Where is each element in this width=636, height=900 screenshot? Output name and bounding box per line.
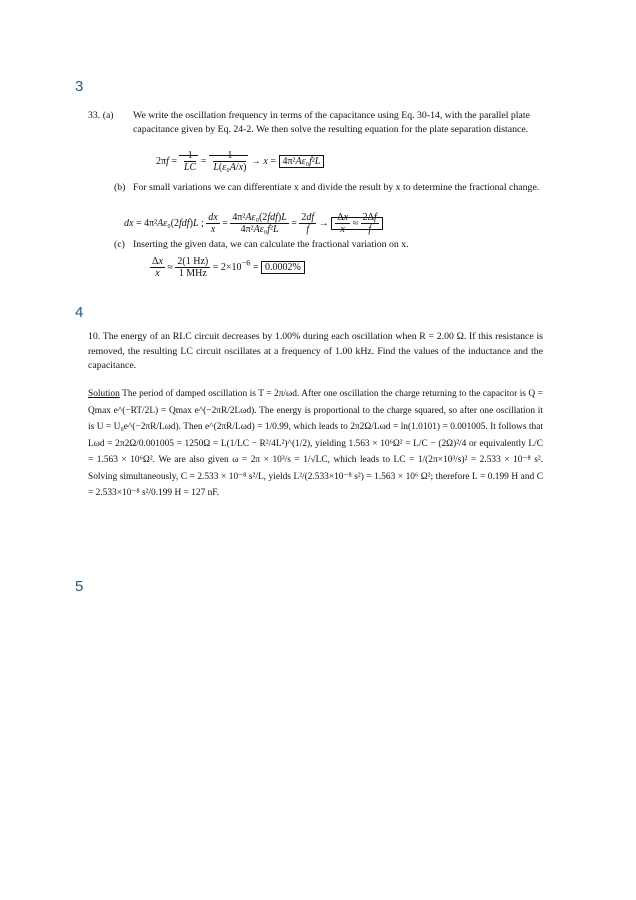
problem-33-part-b-text: For small variations we can differentiate x and divide the result by x to determine the fractional change. (133, 182, 540, 193)
equation-fractional-change: dx = 4π²Aε₀(2fdf)L ; $\frac{dx}{x}$ = $\frac{\text{4π²Aε₀(2fdf)L}}{\text{4π²Aε₀f²L}}$ = $\frac{2df}{f}$ → $\frac{\Delta x}{x}$ ≈ $\frac{2\Delta f}{f}$ (124, 212, 383, 235)
problem-33-part-c-text: Inserting the given data, we can calculate the fractional variation on x. (133, 239, 409, 250)
problem-33-part-c-label: (c) (114, 239, 125, 250)
equation-fractional-variation: $\frac{\Delta x}{x}$ ≈ $\frac{2(1 Hz)}{\text{1 MHz}}$ = $2\times 10^{-6} = 0.0002\%$ (150, 256, 305, 279)
page-number: 5 (75, 578, 84, 595)
problem-10-question: 10. The energy of an RLC circuit decreases by 1.00% during each oscillation when R = 2.00 Ω. If this resistance is removed, the resulting LC circuit oscillates at a frequency of 1.00 kHz. Find the values of the inductance and the capacitance. (88, 331, 543, 371)
page-number: 3 (75, 78, 84, 95)
problem-10-solution (88, 386, 543, 502)
solution-label: Solution (88, 389, 120, 399)
problem-33-number: 33. (a) (88, 110, 114, 121)
equation-plate-distance: 2πf = $\frac{1}{LC}$ = $\frac{1}{\text{L(ε₀A/x)}}$ → x = 4π²Aε₀f²L (156, 150, 324, 173)
page-number: 4 (75, 304, 84, 321)
solution-text: The period of damped oscillation is T = 2π/ωd. After one oscillation the charge returning to the capacitor is Q = Qmax e^(−RT/2L) = Qmax e^(−2πR/2Lωd). The energy is proportional to the charge squared, so after one oscillation it is U = U₀e^(−2πR/Lωd). Then e^(2πR/Lωd) = 1/0.99, which leads to 2π2Ω/Lωd = ln(1.0101) = 0.001005. It follows that Lωd = 2π2Ω/0.001005 = 1250Ω = L(1/LC − R²/4L²)^(1/2), yielding 1.563 × 10⁶Ω² = L/C − (2Ω)²/4 or equivalently L/C = 1.563 × 10⁶Ω². We are also given ω = 2π × 10³/s = 1/√LC, which leads to LC = 1/(2π×10³/s)² = 2.533 × 10⁻⁸ s². Solving simultaneously, C = 2.533 × 10⁻⁸ s²/L, yields L²/(2.533×10⁻⁸ s²) = 1.563 × 10⁶ Ω²; therefore L = 0.199 H and C = 2.533×10⁻⁸ s²/0.199 H = 127 nF. (88, 389, 543, 498)
problem-33-part-a-text: We write the oscillation frequency in terms of the capacitance using Eq. 30-14, with the parallel plate capacitance given by Eq. 24-2. We then solve the resulting equation for the plate separation distance. (133, 110, 530, 135)
problem-33-part-b-label: (b) (114, 182, 126, 193)
